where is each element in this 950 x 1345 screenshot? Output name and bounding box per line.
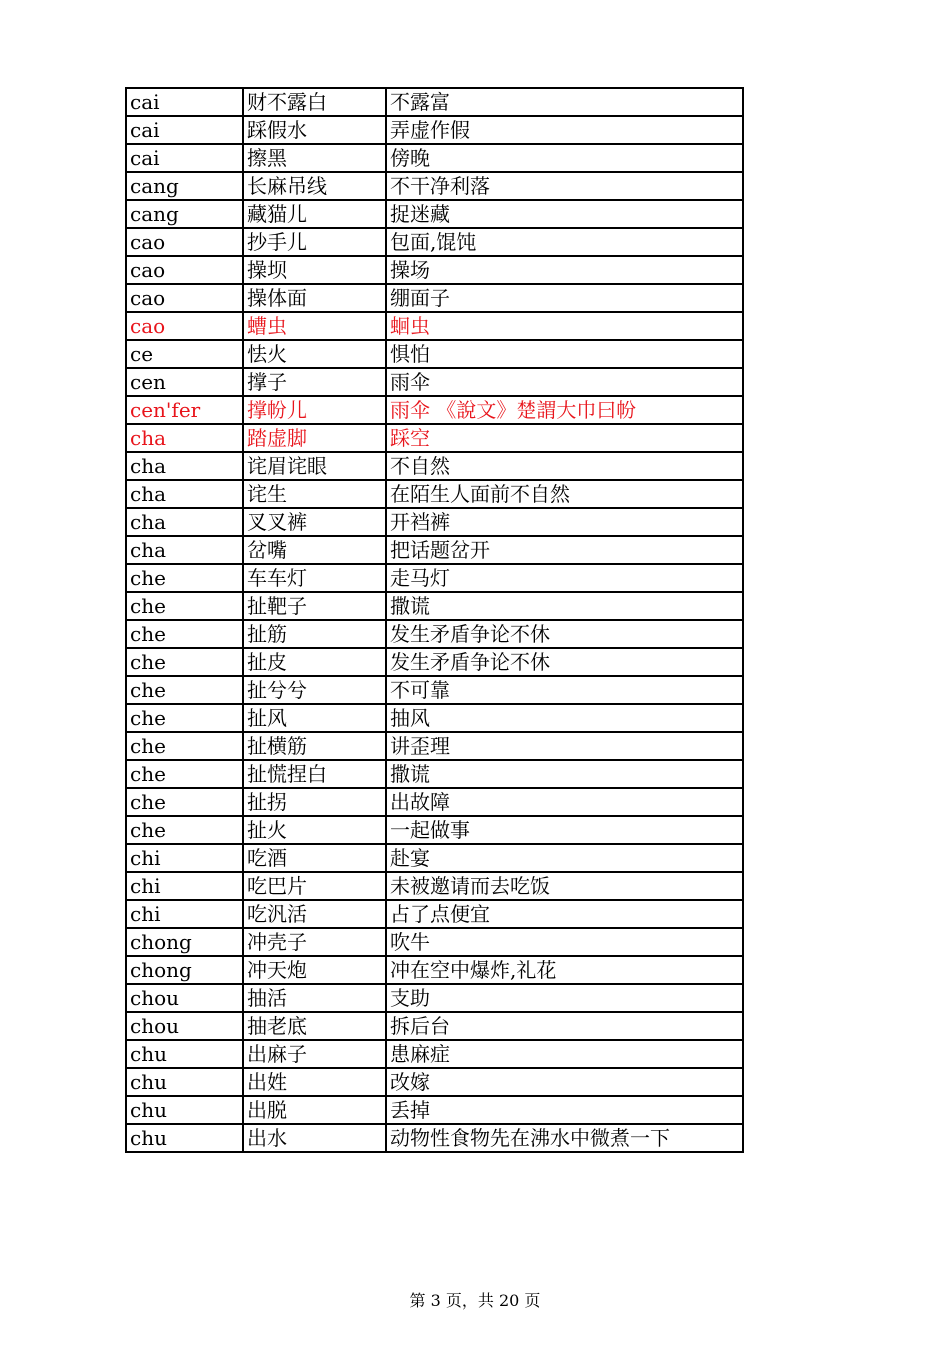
- table-row: [126, 620, 743, 648]
- pinyin-cell: cha: [126, 452, 243, 480]
- pinyin-cell: che: [126, 620, 243, 648]
- dialect-word-cell: 诧生: [243, 480, 386, 508]
- dialect-word-cell: 岔嘴: [243, 536, 386, 564]
- meaning-cell: 走马灯: [386, 564, 743, 592]
- pinyin-cell: chu: [126, 1068, 243, 1096]
- pinyin-cell: chong: [126, 956, 243, 984]
- dialect-word-cell: 扯风: [243, 704, 386, 732]
- dialect-word-cell: 藏猫儿: [243, 200, 386, 228]
- dialect-word-cell: 扯皮: [243, 648, 386, 676]
- table-row: [126, 1040, 743, 1068]
- table-row: [126, 368, 743, 396]
- pinyin-cell: cai: [126, 88, 243, 116]
- dialect-word-cell: 出脱: [243, 1096, 386, 1124]
- meaning-cell: 患麻症: [386, 1040, 743, 1068]
- pinyin-cell: chou: [126, 1012, 243, 1040]
- dialect-word-cell: 扯拐: [243, 788, 386, 816]
- dialect-word-table: [125, 87, 744, 1153]
- meaning-cell: 占了点便宜: [386, 900, 743, 928]
- pinyin-cell: cai: [126, 144, 243, 172]
- table-row: [126, 704, 743, 732]
- table-row: [126, 480, 743, 508]
- table-row: [126, 732, 743, 760]
- pinyin-cell: cha: [126, 508, 243, 536]
- meaning-cell: 操场: [386, 256, 743, 284]
- table-row: [126, 256, 743, 284]
- pinyin-cell: cha: [126, 424, 243, 452]
- meaning-cell: 一起做事: [386, 816, 743, 844]
- pinyin-cell: che: [126, 564, 243, 592]
- table-row: [126, 340, 743, 368]
- pinyin-cell: che: [126, 704, 243, 732]
- table-row: [126, 564, 743, 592]
- table-row: [126, 284, 743, 312]
- dialect-word-cell: 吃汎活: [243, 900, 386, 928]
- pinyin-cell: che: [126, 788, 243, 816]
- pinyin-cell: chu: [126, 1096, 243, 1124]
- dialect-word-cell: 扯兮兮: [243, 676, 386, 704]
- table-row: [126, 676, 743, 704]
- table-row: [126, 844, 743, 872]
- pinyin-cell: cha: [126, 536, 243, 564]
- meaning-cell: 捉迷藏: [386, 200, 743, 228]
- meaning-cell: 赴宴: [386, 844, 743, 872]
- meaning-cell: 抽风: [386, 704, 743, 732]
- pinyin-cell: chi: [126, 872, 243, 900]
- table-row: [126, 900, 743, 928]
- pinyin-cell: che: [126, 648, 243, 676]
- table-body: [126, 88, 743, 1152]
- meaning-cell: 冲在空中爆炸,礼花: [386, 956, 743, 984]
- table-row: [126, 452, 743, 480]
- table-row: [126, 984, 743, 1012]
- table-row: [126, 312, 743, 340]
- meaning-cell: 未被邀请而去吃饭: [386, 872, 743, 900]
- pinyin-cell: cen'fer: [126, 396, 243, 424]
- meaning-cell: 动物性食物先在沸水中微煮一下: [386, 1124, 743, 1152]
- dialect-word-cell: 擦黑: [243, 144, 386, 172]
- dialect-word-cell: 诧眉诧眼: [243, 452, 386, 480]
- meaning-cell: 把话题岔开: [386, 536, 743, 564]
- meaning-cell: 不干净利落: [386, 172, 743, 200]
- dialect-word-cell: 出水: [243, 1124, 386, 1152]
- meaning-cell: 雨伞: [386, 368, 743, 396]
- pinyin-cell: chi: [126, 844, 243, 872]
- meaning-cell: 包面,馄饨: [386, 228, 743, 256]
- meaning-cell: 雨伞 《說文》楚謂大巾曰帉: [386, 396, 743, 424]
- pinyin-cell: che: [126, 732, 243, 760]
- pinyin-cell: cao: [126, 228, 243, 256]
- table-row: [126, 424, 743, 452]
- dialect-word-cell: 车车灯: [243, 564, 386, 592]
- table-row: [126, 648, 743, 676]
- pinyin-cell: chi: [126, 900, 243, 928]
- pinyin-cell: cao: [126, 256, 243, 284]
- pinyin-cell: che: [126, 816, 243, 844]
- dialect-word-cell: 撑帉儿: [243, 396, 386, 424]
- dialect-word-cell: 踩假水: [243, 116, 386, 144]
- dialect-word-cell: 冲壳子: [243, 928, 386, 956]
- meaning-cell: 傍晚: [386, 144, 743, 172]
- dialect-word-cell: 抄手儿: [243, 228, 386, 256]
- meaning-cell: 不可靠: [386, 676, 743, 704]
- pinyin-cell: cai: [126, 116, 243, 144]
- table-row: [126, 228, 743, 256]
- dialect-word-cell: 抽老底: [243, 1012, 386, 1040]
- meaning-cell: 踩空: [386, 424, 743, 452]
- meaning-cell: 撒谎: [386, 760, 743, 788]
- pinyin-cell: ce: [126, 340, 243, 368]
- dialect-word-cell: 抽活: [243, 984, 386, 1012]
- pinyin-cell: chu: [126, 1124, 243, 1152]
- dialect-word-cell: 吃酒: [243, 844, 386, 872]
- table-row: [126, 172, 743, 200]
- meaning-cell: 撒谎: [386, 592, 743, 620]
- table-row: [126, 88, 743, 116]
- meaning-cell: 不自然: [386, 452, 743, 480]
- dialect-word-cell: 扯火: [243, 816, 386, 844]
- pinyin-cell: cao: [126, 312, 243, 340]
- meaning-cell: 发生矛盾争论不休: [386, 648, 743, 676]
- pinyin-cell: cang: [126, 200, 243, 228]
- meaning-cell: 拆后台: [386, 1012, 743, 1040]
- meaning-cell: 吹牛: [386, 928, 743, 956]
- pinyin-cell: cha: [126, 480, 243, 508]
- dialect-word-cell: 踏虚脚: [243, 424, 386, 452]
- table-row: [126, 508, 743, 536]
- meaning-cell: 绷面子: [386, 284, 743, 312]
- meaning-cell: 讲歪理: [386, 732, 743, 760]
- table-row: [126, 872, 743, 900]
- table-row: [126, 956, 743, 984]
- dialect-word-cell: 出姓: [243, 1068, 386, 1096]
- meaning-cell: 弄虚作假: [386, 116, 743, 144]
- dialect-word-cell: 怯火: [243, 340, 386, 368]
- pinyin-cell: che: [126, 760, 243, 788]
- meaning-cell: 改嫁: [386, 1068, 743, 1096]
- pinyin-cell: che: [126, 676, 243, 704]
- dialect-word-cell: 叉叉裤: [243, 508, 386, 536]
- table-row: [126, 928, 743, 956]
- table-row: [126, 760, 743, 788]
- table-row: [126, 1096, 743, 1124]
- dialect-word-cell: 扯靶子: [243, 592, 386, 620]
- table-row: [126, 1012, 743, 1040]
- table-row: [126, 116, 743, 144]
- dialect-word-cell: 螬虫: [243, 312, 386, 340]
- meaning-cell: 惧怕: [386, 340, 743, 368]
- pinyin-cell: cao: [126, 284, 243, 312]
- dialect-word-cell: 吃巴片: [243, 872, 386, 900]
- dialect-word-cell: 冲天炮: [243, 956, 386, 984]
- meaning-cell: 蛔虫: [386, 312, 743, 340]
- table-row: [126, 200, 743, 228]
- meaning-cell: 丢掉: [386, 1096, 743, 1124]
- table-row: [126, 592, 743, 620]
- pinyin-cell: chu: [126, 1040, 243, 1068]
- meaning-cell: 开裆裤: [386, 508, 743, 536]
- table-row: [126, 396, 743, 424]
- table-row: [126, 536, 743, 564]
- meaning-cell: 不露富: [386, 88, 743, 116]
- pinyin-cell: chong: [126, 928, 243, 956]
- meaning-cell: 出故障: [386, 788, 743, 816]
- dialect-word-cell: 出麻子: [243, 1040, 386, 1068]
- dialect-word-cell: 撑子: [243, 368, 386, 396]
- pinyin-cell: cang: [126, 172, 243, 200]
- table-row: [126, 1124, 743, 1152]
- meaning-cell: 支助: [386, 984, 743, 1012]
- table-row: [126, 816, 743, 844]
- pinyin-cell: chou: [126, 984, 243, 1012]
- table-row: [126, 788, 743, 816]
- dialect-word-cell: 操坝: [243, 256, 386, 284]
- dialect-word-cell: 扯慌捏白: [243, 760, 386, 788]
- dialect-word-cell: 扯横筋: [243, 732, 386, 760]
- dialect-word-cell: 操体面: [243, 284, 386, 312]
- dialect-word-cell: 扯筋: [243, 620, 386, 648]
- table-row: [126, 1068, 743, 1096]
- page-footer: 第 3 页，共 20 页: [409, 1291, 541, 1310]
- dialect-word-cell: 财不露白: [243, 88, 386, 116]
- meaning-cell: 在陌生人面前不自然: [386, 480, 743, 508]
- pinyin-cell: che: [126, 592, 243, 620]
- meaning-cell: 发生矛盾争论不休: [386, 620, 743, 648]
- table-row: [126, 144, 743, 172]
- dialect-word-cell: 长麻吊线: [243, 172, 386, 200]
- pinyin-cell: cen: [126, 368, 243, 396]
